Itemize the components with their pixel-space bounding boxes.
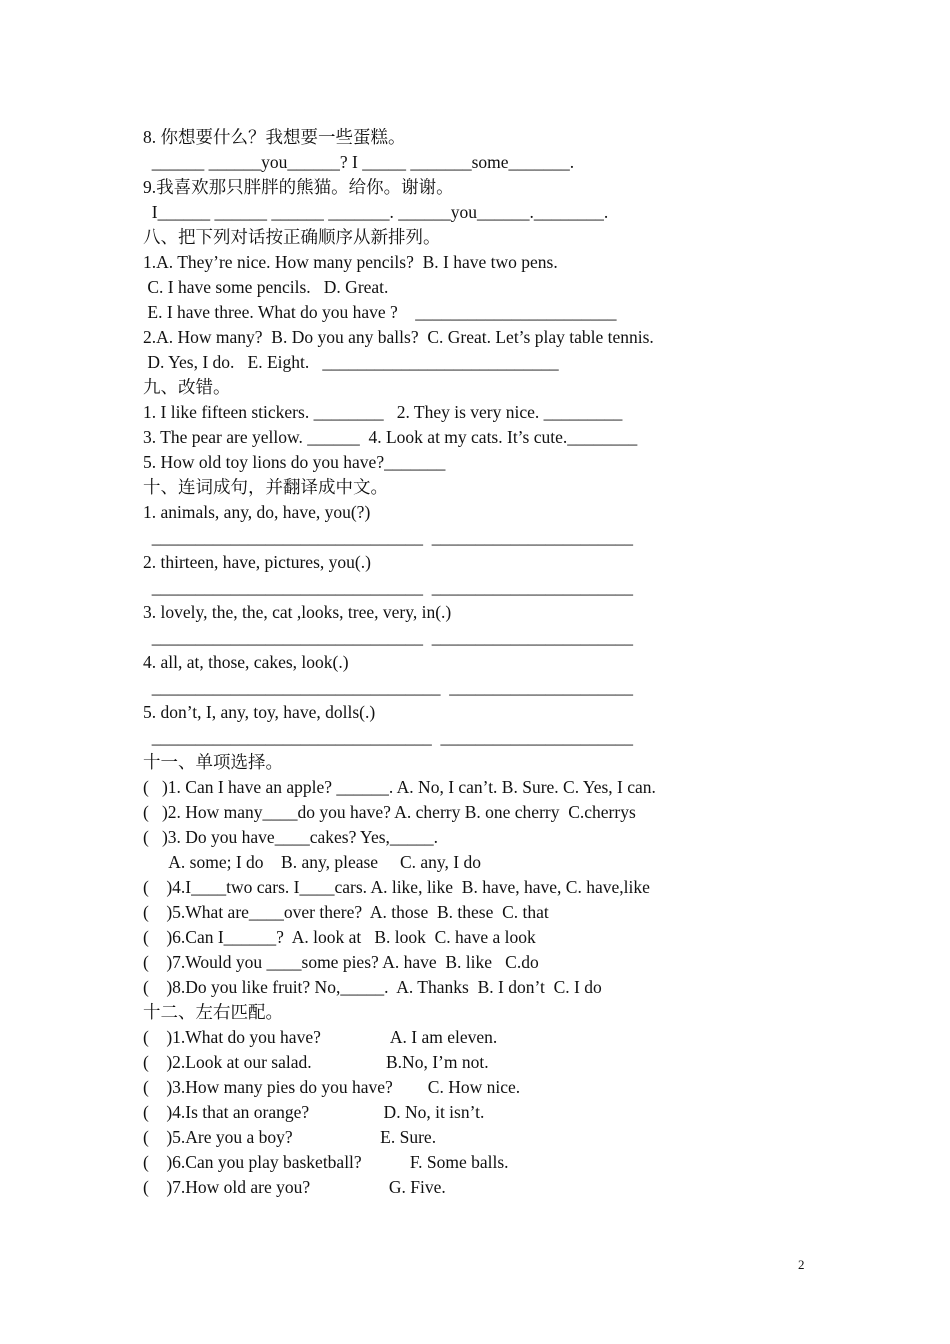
text-line: ( )6.Can I______? A. look at B. look C. have a look [143,927,536,947]
text-line: D. Yes, I do. E. Eight. ___________________________ [143,352,559,372]
text-line: E. I have three. What do you have ? _______________________ [143,302,617,322]
text-line: ( )7.How old are you? G. Five. [143,1177,446,1197]
text-line: ( )7.Would you ____some pies? A. have B. like C.do [143,952,539,972]
text-line: 5. don’t, I, any, toy, have, dolls(.) [143,702,376,722]
text-line: ( )6.Can you play basketball? F. Some balls. [143,1152,509,1172]
page-number: 2 [798,1257,805,1272]
text-line: 3. The pear are yellow. ______ 4. Look at my cats. It’s cute.________ [143,427,638,447]
text-line: 1. I like fifteen stickers. ________ 2. They is very nice. _________ [143,402,623,422]
text-line: ( )1.What do you have? A. I am eleven. [143,1027,498,1047]
text-line: 4. all, at, those, cakes, look(.) [143,652,349,672]
section-heading: 十一、单项选择。 [143,752,283,772]
text-line: ( )5.What are____over there? A. those B. these C. that [143,902,549,922]
text-line: 2.A. How many? B. Do you any balls? C. Great. Let’s play table tennis. [143,327,654,347]
section-heading: 十二、左右匹配。 [143,1002,283,1022]
answer-blank-line: ________________________________ ______________________ [143,727,633,747]
section-heading: 九、改错。 [143,377,231,397]
text-line: ( )4.Is that an orange? D. No, it isn’t. [143,1102,485,1122]
text-line: A. some; I do B. any, please C. any, I do [143,852,481,872]
text-line: 8. 你想要什么？我想要一些蛋糕。 [143,127,406,147]
text-line: ( )5.Are you a boy? E. Sure. [143,1127,437,1147]
text-line: 5. How old toy lions do you have?_______ [143,452,446,472]
text-line: 9.我喜欢那只胖胖的熊猫。给你。谢谢。 [143,177,454,197]
text-line: ( )2.Look at our salad. B.No, I’m not. [143,1052,489,1072]
text-line: 1. animals, any, do, have, you(?) [143,502,371,522]
text-line: ( )8.Do you like fruit? No,_____. A. Thanks B. I don’t C. I do [143,977,602,997]
answer-blank-line: _______________________________ _______________________ [143,527,633,547]
text-line: I______ ______ ______ _______. ______you______.________. [143,202,609,222]
answer-blank-line: _________________________________ _____________________ [143,677,633,697]
answer-blank-line: _______________________________ _______________________ [143,627,633,647]
text-line: 1.A. They’re nice. How many pencils? B. I have two pens. [143,252,558,272]
text-line: ( )4.I____two cars. I____cars. A. like, like B. have, have, C. have,like [143,877,650,897]
text-line: 3. lovely, the, the, cat ,looks, tree, very, in(.) [143,602,452,622]
text-line: ( )2. How many____do you have? A. cherry B. one cherry C.cherrys [143,802,636,822]
text-line: ______ ______you______? I _____ _______some_______. [143,152,575,172]
text-line: C. I have some pencils. D. Great. [143,277,389,297]
text-line: ( )3. Do you have____cakes? Yes,_____. [143,827,439,847]
section-heading: 八、把下列对话按正确顺序从新排列。 [143,227,441,247]
text-line: 2. thirteen, have, pictures, you(.) [143,552,371,572]
answer-blank-line: _______________________________ _______________________ [143,577,633,597]
text-line: ( )3.How many pies do you have? C. How nice. [143,1077,521,1097]
text-line: ( )1. Can I have an apple? ______. A. No, I can’t. B. Sure. C. Yes, I can. [143,777,656,797]
section-heading: 十、连词成句，并翻译成中文。 [143,477,388,497]
